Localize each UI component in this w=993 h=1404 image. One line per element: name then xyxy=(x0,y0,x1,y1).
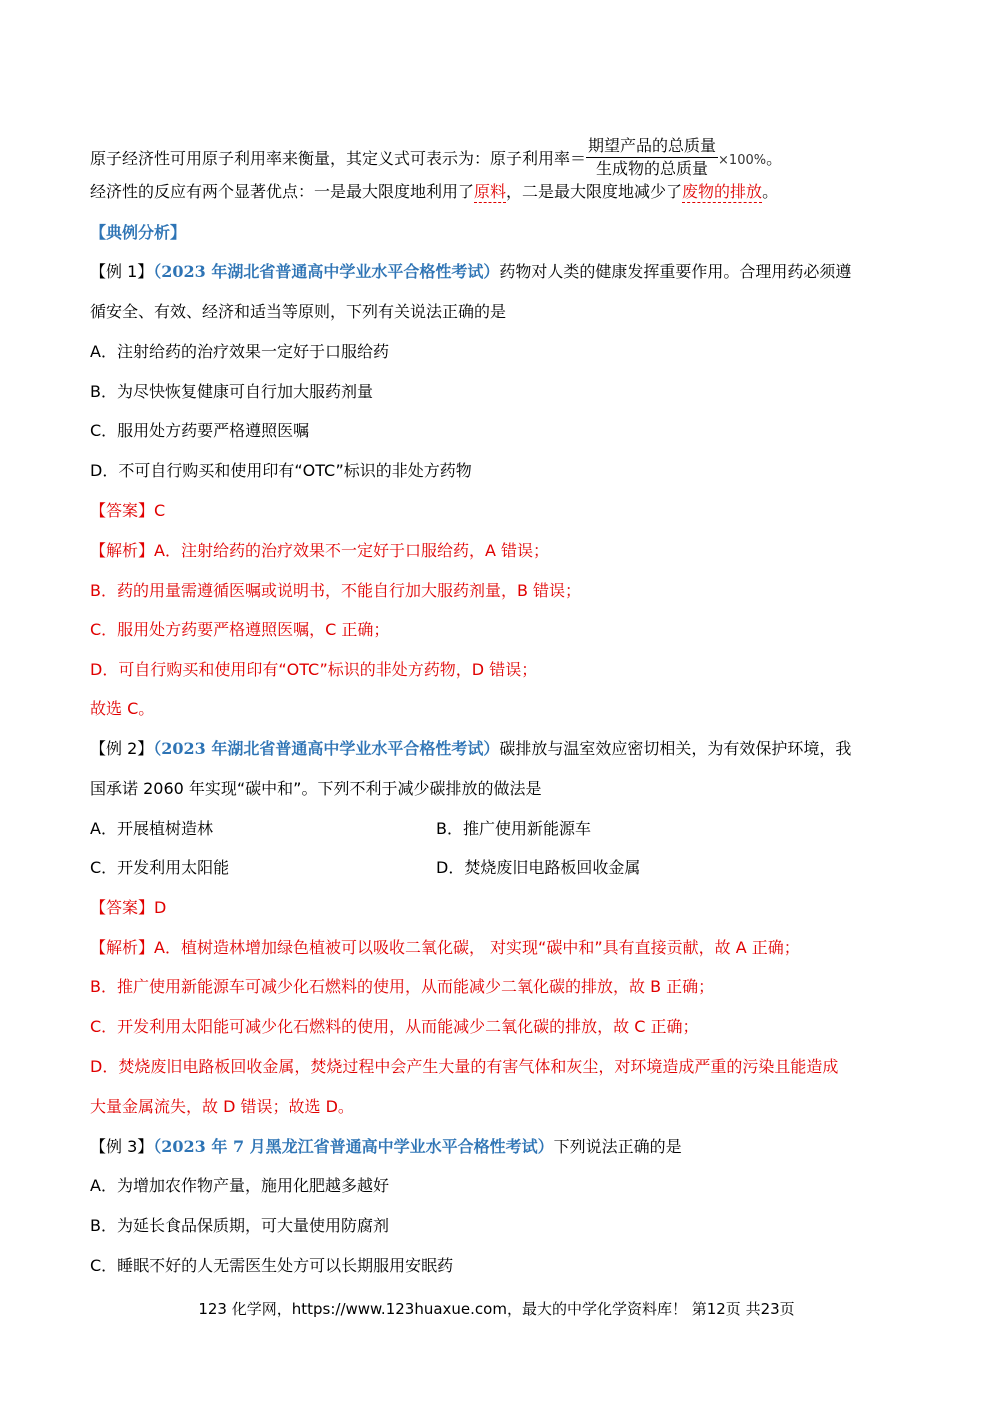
ex2-analysis-1: 【解析】A．植树造林增加绿色植被可以吸收二氧化碳， 对实现“碳中和”具有直接贡献，故 A 正确； xyxy=(90,938,800,957)
ex2-option-b: B．推广使用新能源车 xyxy=(436,819,591,838)
ex2-option-a: A．开展植树造林 xyxy=(90,819,213,838)
page-footer: 123 化学网，https://www.123huaxue.com，最大的中学化学资料库！ 第12页 共23页 xyxy=(198,1300,795,1318)
formula-line xyxy=(90,137,905,182)
ex2-tag: 【例 2】 xyxy=(90,739,154,758)
ex1-stem-line1 xyxy=(90,261,905,283)
ex2-analysis-3: C．开发利用太阳能可减少化石燃料的使用，从而能减少二氧化碳的排放，故 C 正确； xyxy=(90,1017,699,1036)
ex1-analysis-2: B．药的用量需遵循医嘱或说明书，不能自行加大服药剂量，B 错误； xyxy=(90,581,582,600)
ex2-options-row1 xyxy=(90,818,905,840)
ex3-option-a: A．为增加农作物产量，施用化肥越多越好 xyxy=(90,1176,389,1195)
ex3-source: （2023 年 7 月黑龙江省普通高中学业水平合格性考试） xyxy=(153,1137,554,1156)
fraction-denominator: 生成物的总质量 xyxy=(596,159,709,178)
advantages-line xyxy=(90,181,905,203)
ex1-option-d: D．不可自行购买和使用印有“OTC”标识的非处方药物 xyxy=(90,461,472,480)
ex3-tag: 【例 3】 xyxy=(90,1137,154,1156)
ex1-answer: 【答案】C xyxy=(90,501,166,520)
ex2-option-c: C．开发利用太阳能 xyxy=(90,858,230,877)
ex1-analysis-1: 【解析】A．注射给药的治疗效果不一定好于口服给药，A 错误； xyxy=(90,541,549,560)
ex2-source: （2023 年湖北省普通高中学业水平合格性考试） xyxy=(153,739,500,758)
ex1-option-b: B．为尽快恢复健康可自行加大服药剂量 xyxy=(90,382,373,401)
advantages-end: 。 xyxy=(762,182,779,201)
ex3-option-c: C．睡眠不好的人无需医生处方可以长期服用安眠药 xyxy=(90,1256,454,1275)
section-title: 【典例分析】 xyxy=(90,223,187,242)
ex3-option-b: B．为延长食品保质期，可大量使用防腐剂 xyxy=(90,1216,389,1235)
ex1-source: （2023 年湖北省普通高中学业水平合格性考试） xyxy=(153,262,500,281)
advantage-raw-materials: 原料 xyxy=(474,182,507,201)
fraction xyxy=(586,135,718,180)
advantage-waste: 废物的排放 xyxy=(682,182,763,201)
ex1-analysis-4: D．可自行购买和使用印有“OTC”标识的非处方药物，D 错误； xyxy=(90,660,538,679)
ex2-stem-part1: 碳排放与温室效应密切相关，为有效保护环境，我 xyxy=(499,739,852,758)
ex2-analysis-2: B．推广使用新能源车可减少化石燃料的使用，从而能减少二氧化碳的排放，故 B 正确； xyxy=(90,977,715,996)
ex1-analysis-5: 故选 C。 xyxy=(90,699,155,718)
advantages-prefix: 经济性的反应有两个显著优点：一是最大限度地利用了 xyxy=(90,182,475,201)
advantages-mid: ，二是最大限度地减少了 xyxy=(506,182,683,201)
fraction-numerator: 期望产品的总质量 xyxy=(586,135,718,158)
formula-period: 。 xyxy=(766,149,783,168)
ex2-analysis-4: D．焚烧废旧电路板回收金属，焚烧过程中会产生大量的有害气体和灰尘，对环境造成严重的污染且能造成 xyxy=(90,1057,839,1076)
formula-prefix: 原子经济性可用原子利用率来衡量，其定义式可表示为：原子利用率＝ xyxy=(90,149,587,168)
ex1-option-a: A．注射给药的治疗效果一定好于口服给药 xyxy=(90,342,389,361)
ex2-stem-line1 xyxy=(90,738,905,760)
ex2-stem-line2: 国承诺 2060 年实现“碳中和”。下列不利于减少碳排放的做法是 xyxy=(90,779,542,798)
ex1-tag: 【例 1】 xyxy=(90,262,154,281)
ex1-analysis-3: C．服用处方药要严格遵照医嘱，C 正确； xyxy=(90,620,390,639)
ex2-option-d: D．焚烧废旧电路板回收金属 xyxy=(436,858,641,877)
ex2-options-row2 xyxy=(90,857,905,879)
ex1-stem-part1: 药物对人类的健康发挥重要作用。合理用药必须遵 xyxy=(499,262,852,281)
ex1-option-c: C．服用处方药要严格遵照医嘱 xyxy=(90,421,310,440)
ex1-stem-line2: 循安全、有效、经济和适当等原则，下列有关说法正确的是 xyxy=(90,302,507,321)
ex2-answer: 【答案】D xyxy=(90,898,167,917)
ex3-stem-part1: 下列说法正确的是 xyxy=(553,1137,682,1156)
ex3-stem-line1 xyxy=(90,1136,905,1158)
ex2-analysis-5: 大量金属流失，故 D 错误；故选 D。 xyxy=(90,1097,354,1116)
times-100-percent: ×100% xyxy=(718,153,767,168)
